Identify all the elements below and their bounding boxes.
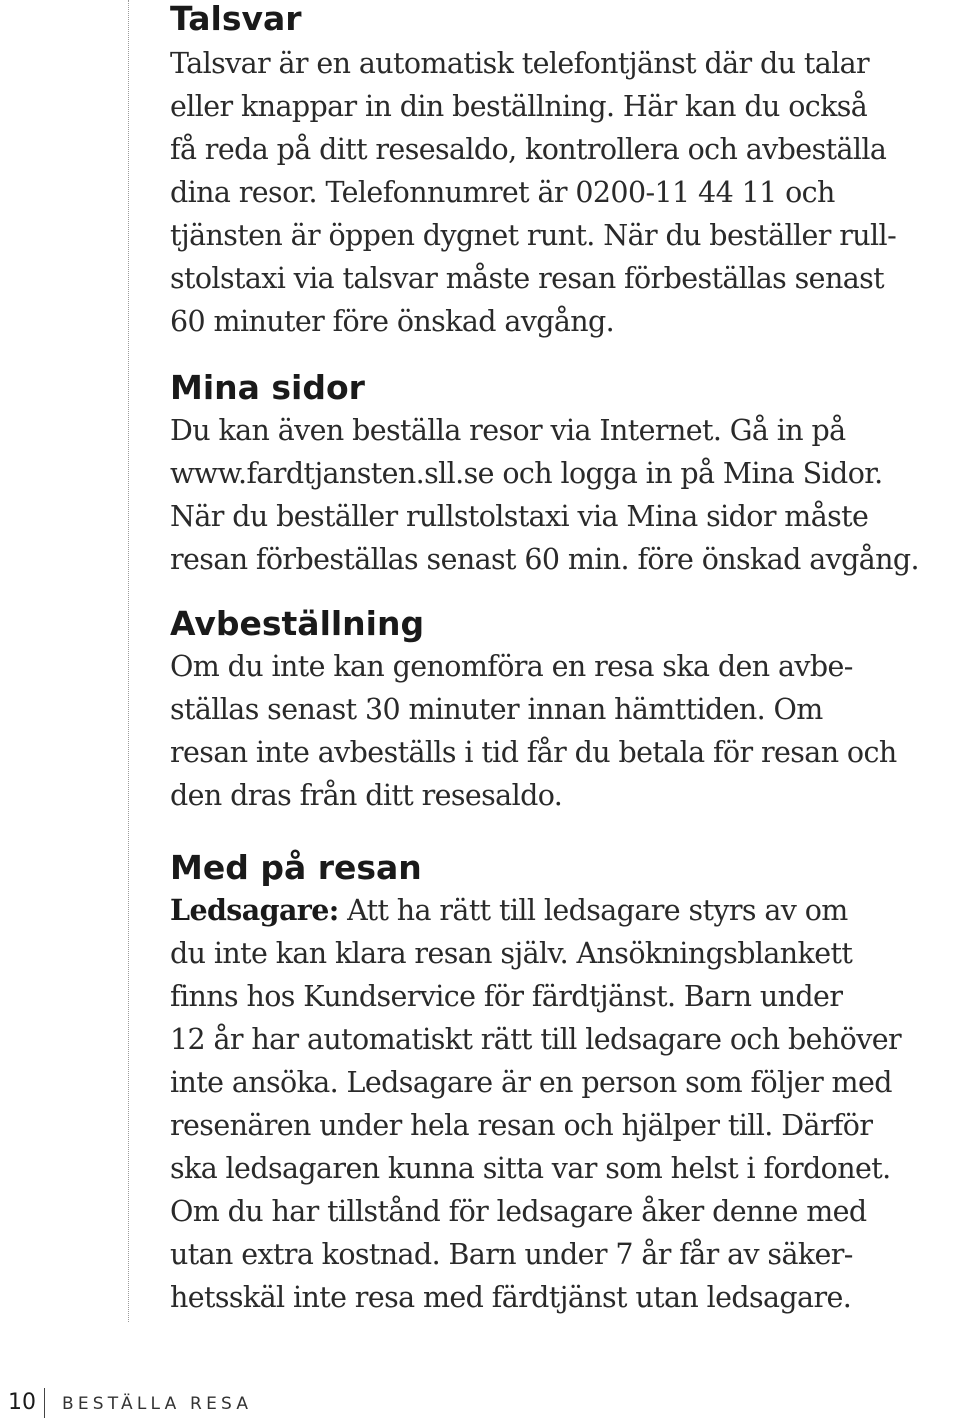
section-body [170, 409, 955, 581]
section-talsvar [170, 0, 955, 343]
text-line [170, 889, 955, 932]
text-line: Du kan även beställa resor via Internet. Gå in på [170, 414, 846, 447]
text-line: eller knappar in din beställning. Här kan du också [170, 90, 868, 123]
section-heading: Med på resan [170, 848, 422, 887]
text-line: stolstaxi via talsvar måste resan förbeställas senast [170, 262, 884, 295]
text-line: dina resor. Telefonnumret är 0200-11 44 11 och [170, 176, 835, 209]
text-line: Talsvar är en automatisk telefontjänst där du talar [170, 47, 870, 80]
text-line: 12 år har automatiskt rätt till ledsagare och behöver [170, 1023, 901, 1056]
dotted-margin-rule [128, 0, 129, 1322]
section-body [170, 645, 955, 817]
page-number: 10 [8, 1390, 36, 1415]
section-heading: Talsvar [170, 0, 302, 38]
text-line: Om du inte kan genomföra en resa ska den avbe- [170, 650, 853, 683]
text-line: Om du har tillstånd för ledsagare åker denne med [170, 1195, 867, 1228]
text-line: 60 minuter före önskad avgång. [170, 305, 615, 338]
main-content [170, 0, 955, 1319]
text-line: ska ledsagaren kunna sitta var som helst i fordonet. [170, 1152, 891, 1185]
section-avbestallning [170, 605, 955, 817]
text-line: utan extra kostnad. Barn under 7 år får av säker- [170, 1238, 853, 1271]
text-line: finns hos Kundservice för färdtjänst. Barn under [170, 980, 843, 1013]
section-body [170, 889, 955, 1319]
section-heading: Mina sidor [170, 368, 365, 407]
text-line: www.fardtjansten.sll.se och logga in på Mina Sidor. [170, 457, 883, 490]
section-med-pa-resan [170, 849, 955, 1319]
text-line: den dras från ditt resesaldo. [170, 779, 563, 812]
text-line: resan förbeställas senast 60 min. före önskad avgång. [170, 543, 920, 576]
lead-text: Att ha rätt till ledsagare styrs av om [338, 894, 848, 927]
section-body [170, 42, 955, 343]
footer-section-label: BESTÄLLA RESA [62, 1394, 253, 1414]
section-heading: Avbeställning [170, 604, 425, 643]
footer-divider [44, 1388, 45, 1418]
lead-term: Ledsagare: [170, 893, 339, 927]
text-line: få reda på ditt resesaldo, kontrollera och avbeställa [170, 133, 887, 166]
page-footer [0, 1388, 300, 1418]
text-line: inte ansöka. Ledsagare är en person som följer med [170, 1066, 892, 1099]
text-line: När du beställer rullstolstaxi via Mina sidor måste [170, 500, 869, 533]
text-line: ställas senast 30 minuter innan hämttiden. Om [170, 693, 823, 726]
section-mina-sidor [170, 369, 955, 581]
text-line: resenären under hela resan och hjälper till. Därför [170, 1109, 873, 1142]
text-line: tjänsten är öppen dygnet runt. När du beställer rull- [170, 219, 897, 252]
text-line: resan inte avbeställs i tid får du betala för resan och [170, 736, 897, 769]
text-line: du inte kan klara resan själv. Ansökningsblankett [170, 937, 853, 970]
text-line: hetsskäl inte resa med färdtjänst utan ledsagare. [170, 1281, 852, 1314]
